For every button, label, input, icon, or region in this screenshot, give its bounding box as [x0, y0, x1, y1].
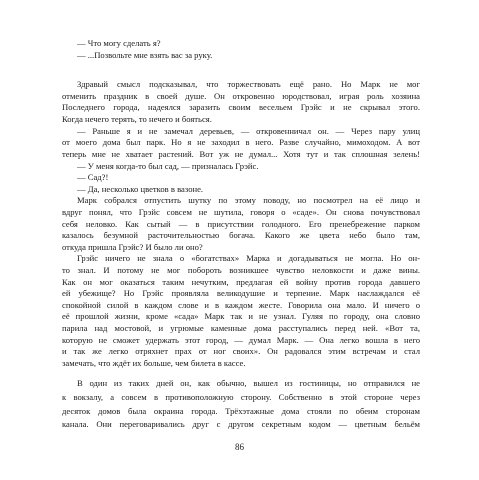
dialogue-line: теперь мне не хватает растений. Вот уж не думал... Хотя тут и так сплошная зелень! — [62, 149, 420, 159]
paragraph-line: Последнего города, надеялся заразить своим весельем Грэйс и не скрывал этого. — [62, 102, 420, 112]
paragraph-line: отменить праздник в своей душе. Он откровенно юродствовал, играя роль хозяина — [62, 91, 420, 101]
paragraph-line: Здравый смысл подсказывал, что торжествовать ещё рано. Но Марк не мог — [77, 79, 420, 89]
dialogue-line: от моего дома был парк. Но я не заходил в него. Разве случайно, мимоходом. А вот — [62, 137, 420, 147]
paragraph-line: вдруг понял, что Грэйс совсем не шутила, говоря о «саде». Он снова почувствовал — [62, 207, 420, 217]
paragraph-line: канала. Они переговаривались друг с другом секретным кодом — цветным бельём — [62, 419, 420, 429]
dialogue-line: — Раньше я и не замечал деревьев, — откровенничал он. — Через пару улиц — [77, 126, 420, 136]
paragraph-line: Грэйс ничего не знала о «богатствах» Марка и догадываться не могла. Но он- — [77, 253, 420, 263]
dialogue-line: — Что могу сделать я? — [77, 38, 161, 48]
paragraph-line: которую не сможет удержать этот город, — думал Марк. — Она легко вошла в него — [62, 335, 420, 345]
paragraph-line: откуда пришла Грэйс? И было ли оно? — [62, 242, 203, 252]
paragraph-line: парила над мостовой, и угрюмые каменные дома расступались перед ней. «Вот та, — [62, 323, 420, 333]
paragraph-line: Марк собрался отпустить шутку по этому поводу, но посмотрел на её лицо и — [77, 195, 420, 205]
dialogue-line: — Сад?! — [77, 172, 109, 182]
paragraph-line: к вокзалу, а совсем в противоположную сторону. Собственно в этой стороне через — [62, 392, 420, 402]
dialogue-line: — ...Позвольте мне взять вас за руку. — [77, 50, 213, 60]
dialogue-line: — У меня когда-то был сад, — призналась Грэйс. — [77, 161, 259, 171]
paragraph-line: замечать, что ждёт их больше, чем билета в кассе. — [62, 358, 246, 368]
paragraph-line: то знал. И потому не мог побороть возникшее чувство неловкости и даже вины. — [62, 265, 420, 275]
dialogue-line: — Да, несколько цветков в вазоне. — [77, 184, 204, 194]
paragraph-line: В один из таких дней он, как обычно, вышел из гостиницы, но отправился не — [77, 378, 420, 388]
paragraph-line: десяток домов была окраина города. Трёхэтажные дома стояли по обеим сторонам — [62, 406, 420, 416]
paragraph-line: Как он мог оказаться таким нечутким, предлагая ей войну против города давшего — [62, 277, 420, 287]
paragraph-line: казалось безумной расточительностью богача. Какого же цвета небо было там, — [62, 230, 420, 240]
paragraph-line: ей убежище? Но Грэйс проявляла великодушие и терпение. Марк наслаждался её — [62, 288, 420, 298]
paragraph-line: и так же легко отряхнет прах от ног своих». Он радовался этим встречам и стал — [62, 346, 420, 356]
paragraph-line: Когда нечего терять, то нечего и бояться. — [62, 114, 212, 124]
paragraph-line: себя неловко. Как сытый — в присутствии голодного. Его пренебрежение парком — [62, 219, 420, 229]
paragraph-line: спокойной силой в каждом слове и в каждом жесте. Говорила она мало. И ничего о — [62, 300, 420, 310]
page-number: 86 — [235, 442, 244, 452]
paragraph-line: её прошлой жизни, кроме «сада» Марк так и не узнал. Гуляя по городу, она словно — [62, 311, 420, 321]
